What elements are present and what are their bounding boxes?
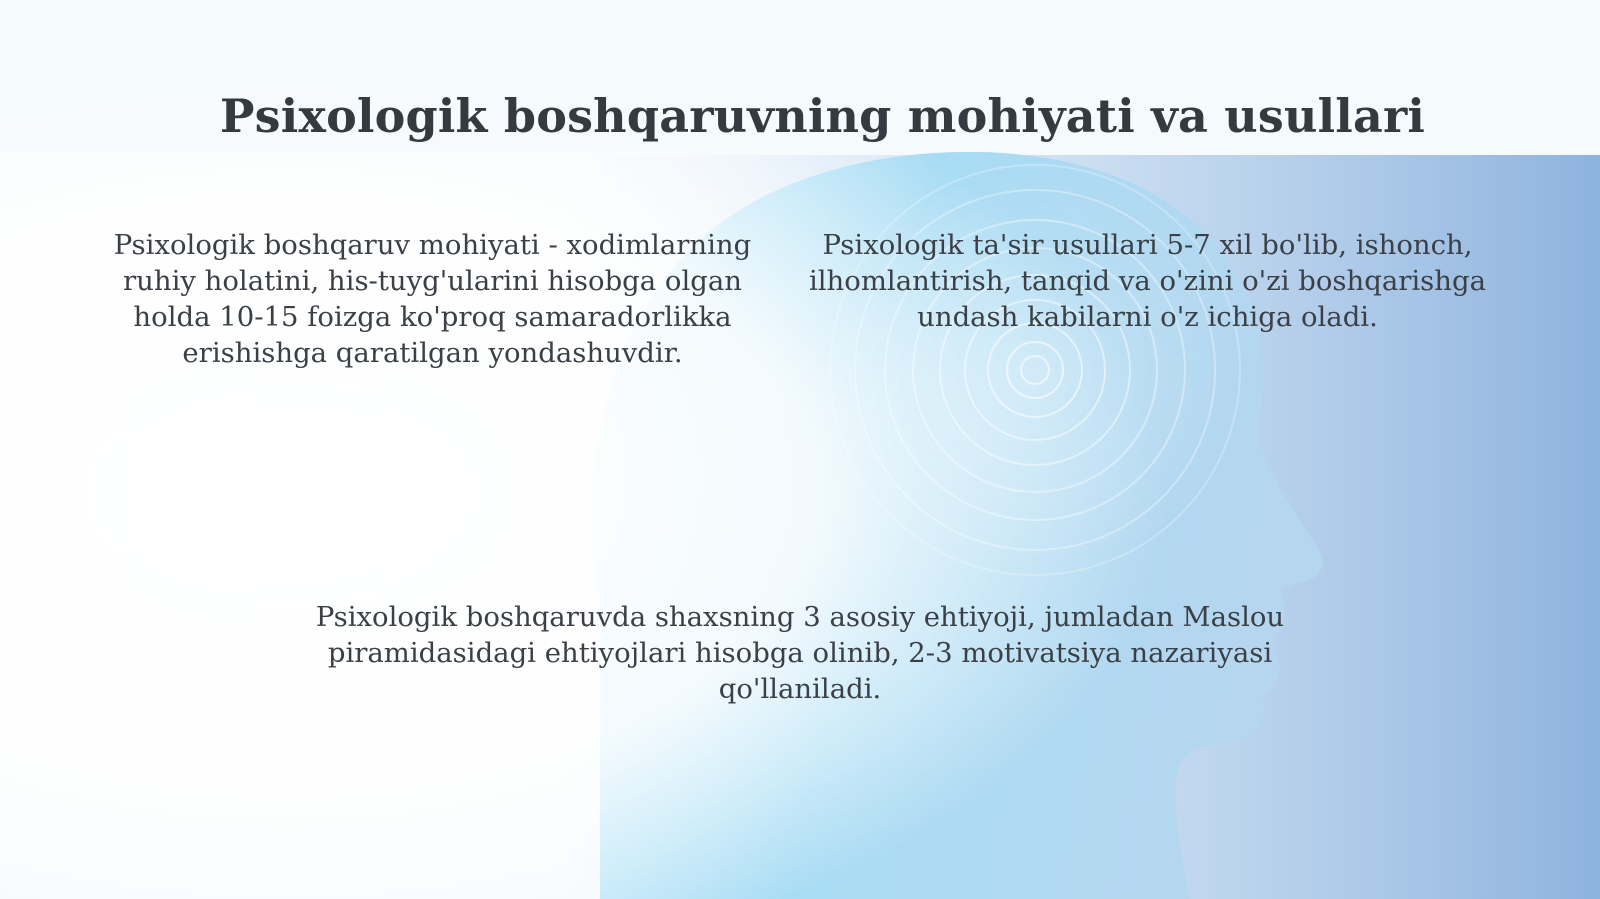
text-block-essence: Psixologik boshqaruv mohiyati - xodimlarning ruhiy holatini, his-tuyg'ularini hisobga olgan holda 10-15 foizga ko'proq samaradorlikka erishishga qaratilgan yondashuvdir.: [113, 229, 752, 369]
text-block-needs: Psixologik boshqaruvda shaxsning 3 asosiy ehtiyoji, jumladan Maslou piramidasidagi ehtiyojlari hisobga olinib, 2-3 motivatsiya nazariyasi qo'llaniladi.: [315, 601, 1285, 705]
slide-title: Psixologik boshqaruvning mohiyati va usullari: [219, 88, 1426, 143]
text-block-methods: Psixologik ta'sir usullari 5-7 xil bo'lib, ishonch, ilhomlantirish, tanqid va o'zini o'zi boshqarishga undash kabilarni o'z ichiga oladi.: [808, 229, 1487, 333]
